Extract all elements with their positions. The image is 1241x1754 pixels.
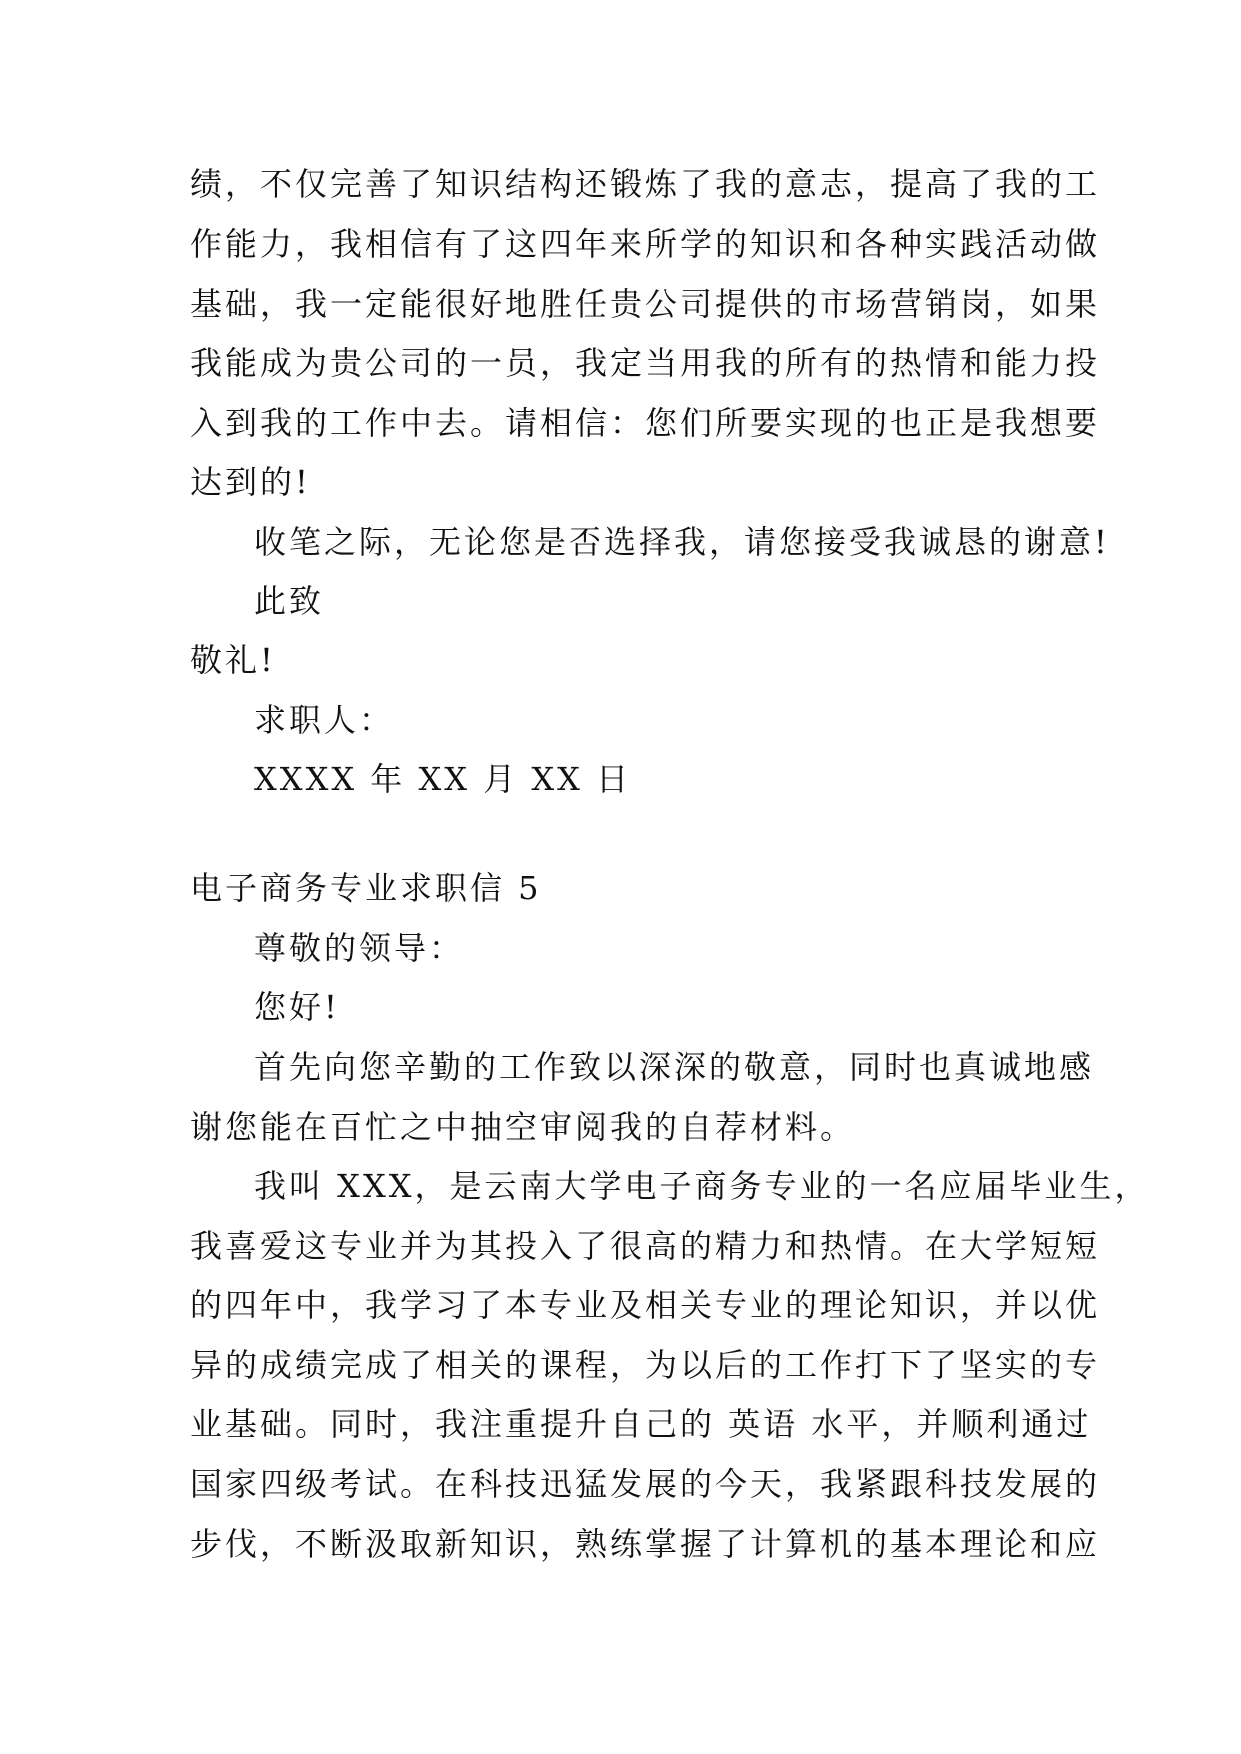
closing-remark: 收笔之际，无论您是否选择我，请您接受我诚恳的谢意! <box>254 523 1110 561</box>
paragraph-line: 我能成为贵公司的一员，我定当用我的所有的热情和能力投 <box>190 344 1101 382</box>
greeting-hello: 您好! <box>254 988 340 1026</box>
paragraph-line: 国家四级考试。在科技迅猛发展的今天，我紧跟科技发展的 <box>190 1465 1101 1503</box>
salutation-regards: 敬礼! <box>190 641 276 679</box>
paragraph-line: 我喜爱这专业并为其投入了很高的精力和热情。在大学短短 <box>190 1227 1101 1265</box>
paragraph-line: 的四年中，我学习了本专业及相关专业的理论知识，并以优 <box>190 1286 1101 1324</box>
paragraph-line: 谢您能在百忙之中抽空审阅我的自荐材料。 <box>190 1108 856 1146</box>
letter-title: 电子商务专业求职信 5 <box>190 869 542 907</box>
paragraph-line: 步伐，不断汲取新知识，熟练掌握了计算机的基本理论和应 <box>190 1525 1101 1563</box>
greeting: 尊敬的领导： <box>254 929 465 967</box>
paragraph-line: 异的成绩完成了相关的课程，为以后的工作打下了坚实的专 <box>190 1346 1101 1384</box>
applicant-label: 求职人： <box>254 701 395 739</box>
paragraph-line: 作能力，我相信有了这四年来所学的知识和各种实践活动做 <box>190 225 1101 263</box>
paragraph-line: 基础，我一定能很好地胜任贵公司提供的市场营销岗，如果 <box>190 285 1101 323</box>
paragraph-line: 业基础。同时，我注重提升自己的 英语 水平，并顺利通过 <box>190 1405 1092 1443</box>
paragraph-line: 首先向您辛勤的工作致以深深的敬意，同时也真诚地感 <box>254 1048 1095 1086</box>
paragraph-line: 我叫 XXX，是云南大学电子商务专业的一名应届毕业生， <box>254 1167 1150 1205</box>
paragraph-line: 绩，不仅完善了知识结构还锻炼了我的意志，提高了我的工 <box>190 165 1101 203</box>
paragraph-line: 入到我的工作中去。请相信：您们所要实现的也正是我想要 <box>190 404 1101 442</box>
paragraph-line: 达到的! <box>190 463 311 501</box>
date-line: XXXX 年 XX 月 XX 日 <box>254 760 632 798</box>
salutation-closing: 此致 <box>254 582 325 620</box>
